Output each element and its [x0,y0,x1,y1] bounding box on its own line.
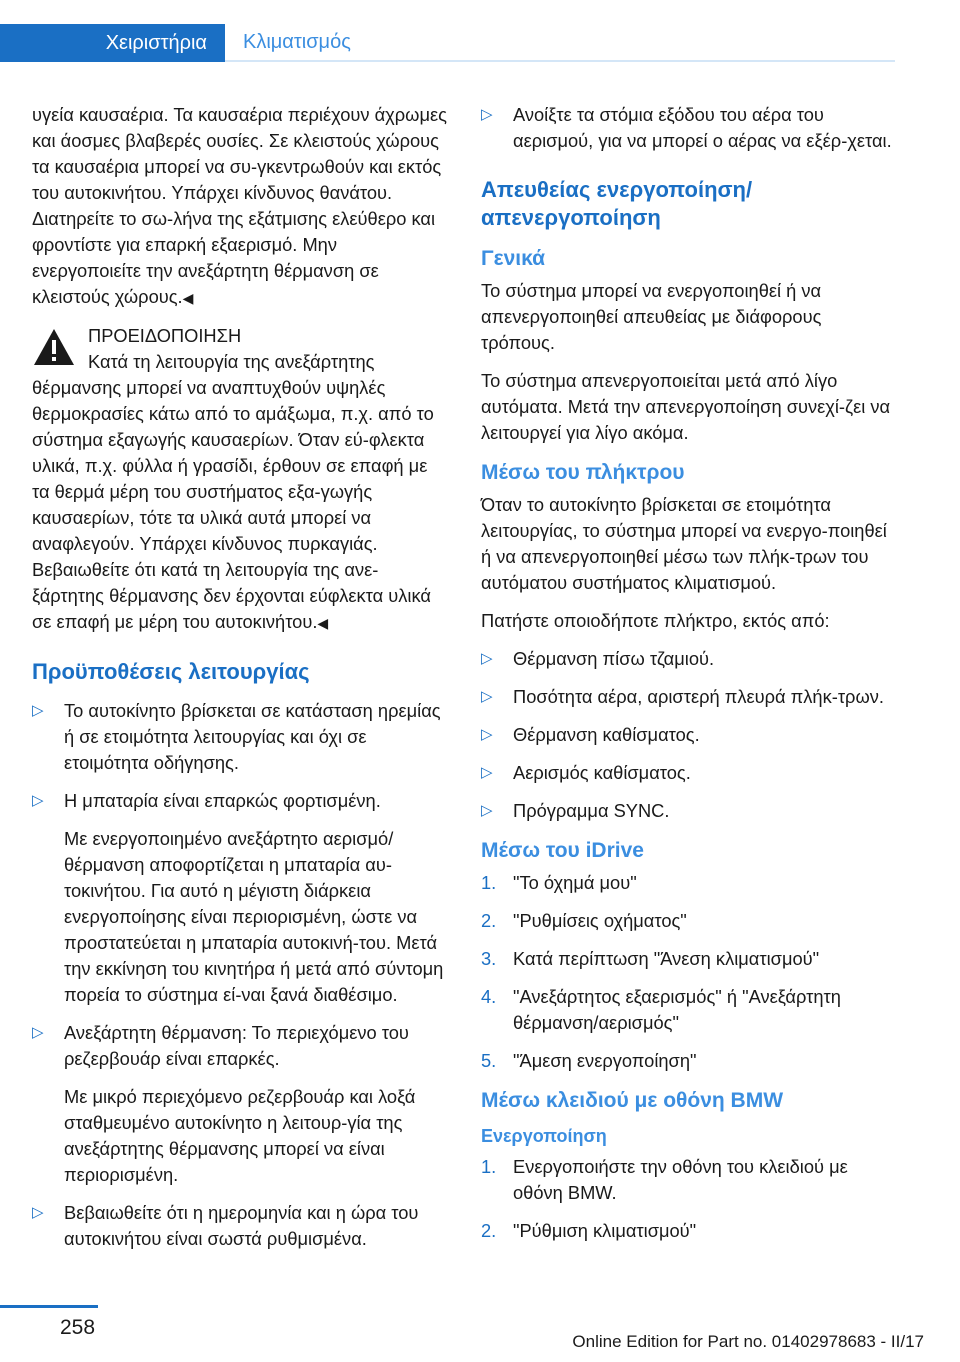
paragraph: Το σύστημα μπορεί να ενεργοποιηθεί ή να απενεργοποιηθεί απευθείας με διάφορους τρόπους. [481,280,822,353]
bullet-marker: ▷ [32,792,44,809]
list-item-text: Θέρμανση πίσω τζαμιού. [513,648,715,669]
step-number: 1. [481,1156,497,1177]
list-item [481,684,897,710]
step-number: 2. [481,1220,497,1241]
step-text: "Ρυθμίσεις οχήματος" [513,910,687,931]
section-heading: Προϋποθέσεις λειτουργίας [32,659,310,684]
end-mark: ◀ [317,615,329,631]
list-item [32,1200,448,1252]
list-item [481,798,897,824]
warning-body: Κατά τη λειτουργία της ανεξάρτητης θέρμανσης μπορεί να αναπτυχθούν υψηλές θερμοκρασίες κάτω από το αμάξωμα, π.χ. από το σύστημα εξαγωγής καυσαερίων. Όταν εύ‐φλεκτα υλικά, π.χ. φύλλα ή γρασίδι, έρθουν σε επαφή με τα θερμά μέρη του συστήματος εξα‐γωγής καυσαερίων, τότε τα υλικά αυτά μπορεί να αναφλεγούν. Υπάρχει κίνδυνος πυρκαγιάς. Βεβαιωθείτε ότι κατά τη λειτουργία της ανε‐ξάρτητης θέρμανσης δεν έρχονται εύφλεκτα υλικά σε επαφή με μέρη του αυτοκινήτου. [32,351,434,632]
bullet-marker: ▷ [481,650,493,667]
list-item-text: Αερισμός καθίσματος. [513,762,691,783]
paragraph: Πατήστε οποιοδήποτε πλήκτρο, εκτός από: [481,610,830,631]
paragraph: Το σύστημα απενεργοποιείται μετά από λίγο αυτόματα. Μετά την απενεργοποίηση συνεχί‐ζει να λειτουργεί για λίγο ακόμα. [481,370,891,443]
step-number: 1. [481,872,497,893]
bullet-marker: ▷ [481,688,493,705]
numbered-step [481,1154,897,1206]
list-item-text: Βεβαιωθείτε ότι η ημερομηνία και η ώρα του αυτοκινήτου είναι σωστά ρυθμισμένα. [64,1202,419,1249]
bullet-marker: ▷ [481,802,493,819]
step-text: "Το όχημά μου" [513,872,637,893]
paragraph-text: υγεία καυσαέρια. Τα καυσαέρια περιέχουν άχρωμες και άοσμες βλαβερές ουσίες. Σε κλειστούς χώρους τα καυσαέρια μπορεί να συ‐γκεντρωθούν και εκτός του αυτοκινήτου. Υπάρχει κίνδυνος θανάτου. Διατηρείτε το σω‐λήνα της εξάτμισης ελεύθερο και φροντίστε για επαρκή εξαερισμό. Μην ενεργοποιείτε την ανεξάρτητη θέρμανση σε κλειστούς χώρους. [32,104,447,307]
list-item-text: Το αυτοκίνητο βρίσκεται σε κατάσταση ηρεμίας ή σε ετοιμότητα λειτουργίας και όχι σε ετοιμότητα οδήγησης. [64,700,441,773]
numbered-step [481,984,897,1036]
numbered-step [481,946,897,972]
bullet-marker: ▷ [481,764,493,781]
list-item-text: Ποσότητα αέρα, αριστερή πλευρά πλήκ‐τρων. [513,686,884,707]
step-number: 5. [481,1050,497,1071]
step-number: 3. [481,948,497,969]
numbered-step [481,1048,897,1074]
subsection-heading-button: Μέσω του πλήκτρου [481,461,685,484]
list-item-text: Ανοίξτε τα στόμια εξόδου του αέρα του αερισμού, για να μπορεί ο αέρας να εξέρ‐χεται. [513,104,892,151]
left-column [32,102,448,1264]
list-item-note: Με ενεργοποιημένο ανεξάρτητο αερισμό/θέρμανση αποφορτίζεται η μπαταρία αυ‐τοκινήτου. Για αυτό η μέγιστη διάρκεια ενεργοποίησης είναι περιορισμένη, ώστε να προστατεύεται η μπαταρία αυτοκινή‐του. Μετά την εκκίνηση του κινητήρα ή μετά από σύντομη πορεία το σύστημα εί‐ναι ξανά διαθέσιμο. [64,828,444,1005]
page-number: 258 [60,1316,96,1339]
step-text: "Ρύθμιση κλιματισμού" [513,1220,697,1241]
footer-rule [0,1305,98,1308]
bullet-marker: ▷ [32,702,44,719]
warning-text [32,349,448,636]
warning-block [32,323,448,636]
bullet-marker: ▷ [32,1204,44,1221]
numbered-step [481,870,897,896]
list-item [481,760,897,786]
paragraph [32,102,448,311]
step-number: 2. [481,910,497,931]
subsection-heading-activation: Ενεργοποίηση [481,1126,607,1146]
subsection-heading-idrive: Μέσω του iDrive [481,839,644,862]
step-number: 4. [481,986,497,1007]
warning-triangle-icon [32,327,76,367]
list-item-text: Ανεξάρτητη θέρμανση: Το περιεχόμενο του ρεζερβουάρ είναι επαρκές. [64,1022,409,1069]
list-item-note: Με μικρό περιεχόμενο ρεζερβουάρ και λοξά σταθμευμένο αυτοκίνητο η λειτουρ‐γία της ανεξάρτητης θέρμανσης μπορεί να είναι περιορισμένη. [64,1086,416,1185]
list-item [32,788,448,814]
list-item [481,722,897,748]
numbered-step [481,908,897,934]
step-text: "Άμεση ενεργοποίηση" [513,1050,697,1071]
section-tab-controls: Χειριστήρια [0,24,225,62]
bullet-marker: ▷ [481,106,493,123]
right-column [481,102,897,1256]
list-item-text: Θέρμανση καθίσματος. [513,724,700,745]
list-item [481,102,897,154]
step-text: Ενεργοποιήστε την οθόνη του κλειδιού με οθόνη BMW. [513,1156,848,1203]
list-item-text: Πρόγραμμα SYNC. [513,800,670,821]
list-item [481,646,897,672]
list-item [32,698,448,776]
step-text: "Ανεξάρτητος εξαερισμός" ή "Ανεξάρτητη θέρμανση/αερισμός" [513,986,841,1033]
subsection-heading-display-key: Μέσω κλειδιού με οθόνη BMW [481,1089,784,1112]
bullet-marker: ▷ [32,1024,44,1041]
edition-note: Online Edition for Part no. 01402978683 - II/17 [572,1332,924,1351]
section-tab-climate: Κλιματισμός [225,24,895,62]
step-text: Κατά περίπτωση "Άνεση κλιματισμού" [513,948,820,969]
warning-title: ΠΡΟΕΙΔΟΠΟΙΗΣΗ [88,325,242,346]
section-heading: Απευθείας ενεργοποίηση/απενεργοποίηση [481,177,753,230]
subsection-heading-general: Γενικά [481,247,546,270]
paragraph: Όταν το αυτοκίνητο βρίσκεται σε ετοιμότητα λειτουργίας, το σύστημα μπορεί να ενεργο‐ποιηθεί ή να απενεργοποιηθεί μέσω των πλήκ‐τρων του αυτόματου συστήματος κλιματισμού. [481,494,887,593]
end-mark: ◀ [182,290,194,306]
page-header [0,0,895,62]
numbered-step [481,1218,897,1244]
bullet-marker: ▷ [481,726,493,743]
list-item-text: Η μπαταρία είναι επαρκώς φορτισμένη. [64,790,381,811]
list-item [32,1020,448,1072]
